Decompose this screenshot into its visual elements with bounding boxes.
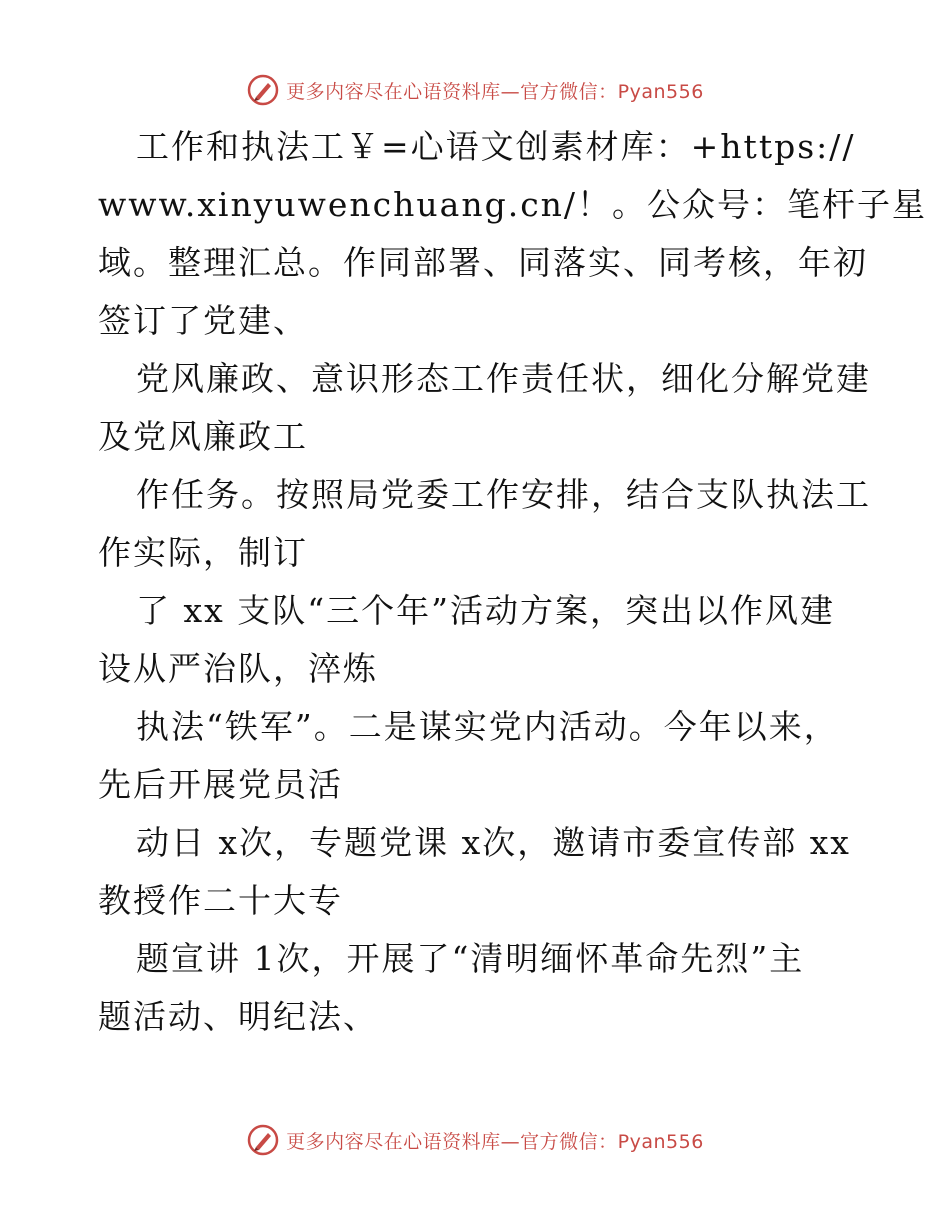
body-line: 设从严治队，淬炼 [98,649,378,688]
pen-logo-icon [246,1123,280,1157]
body-line: 党风廉政、意识形态工作责任状，细化分解党建 [136,359,871,398]
document-body [98,118,928,1046]
body-line: 域。整理汇总。作同部署、同落实、同考核，年初 [98,243,868,282]
footer-banner-text: 更多内容尽在心语资料库—官方微信：Pyan556 [286,1130,704,1153]
pen-logo-icon [246,73,280,107]
header-banner [0,70,950,110]
body-line: 作任务。按照局党委工作安排，结合支队执法工 [136,475,871,514]
body-line: 先后开展党员活 [98,765,343,804]
body-line: 动日 x次，专题党课 x次，邀请市委宣传部 xx [136,823,851,862]
header-banner-text: 更多内容尽在心语资料库—官方微信：Pyan556 [286,80,704,103]
body-line: 教授作二十大专 [98,881,343,920]
body-line: 作实际，制订 [98,533,308,572]
footer-banner [0,1120,950,1160]
body-line: 题宣讲 1次，开展了“清明缅怀革命先烈”主 [136,939,805,978]
body-line: www.xinyuwenchuang.cn/！。公众号：笔杆子星 [98,185,928,224]
body-line: 及党风廉政工 [98,417,308,456]
body-line: 工作和执法工￥=心语文创素材库：+https:// [136,127,856,166]
body-line: 签订了党建、 [98,301,308,340]
body-line: 了 xx 支队“三个年”活动方案，突出以作风建 [136,591,835,630]
body-line: 题活动、明纪法、 [98,997,378,1036]
body-line: 执法“铁军”。二是谋实党内活动。今年以来， [136,707,839,746]
